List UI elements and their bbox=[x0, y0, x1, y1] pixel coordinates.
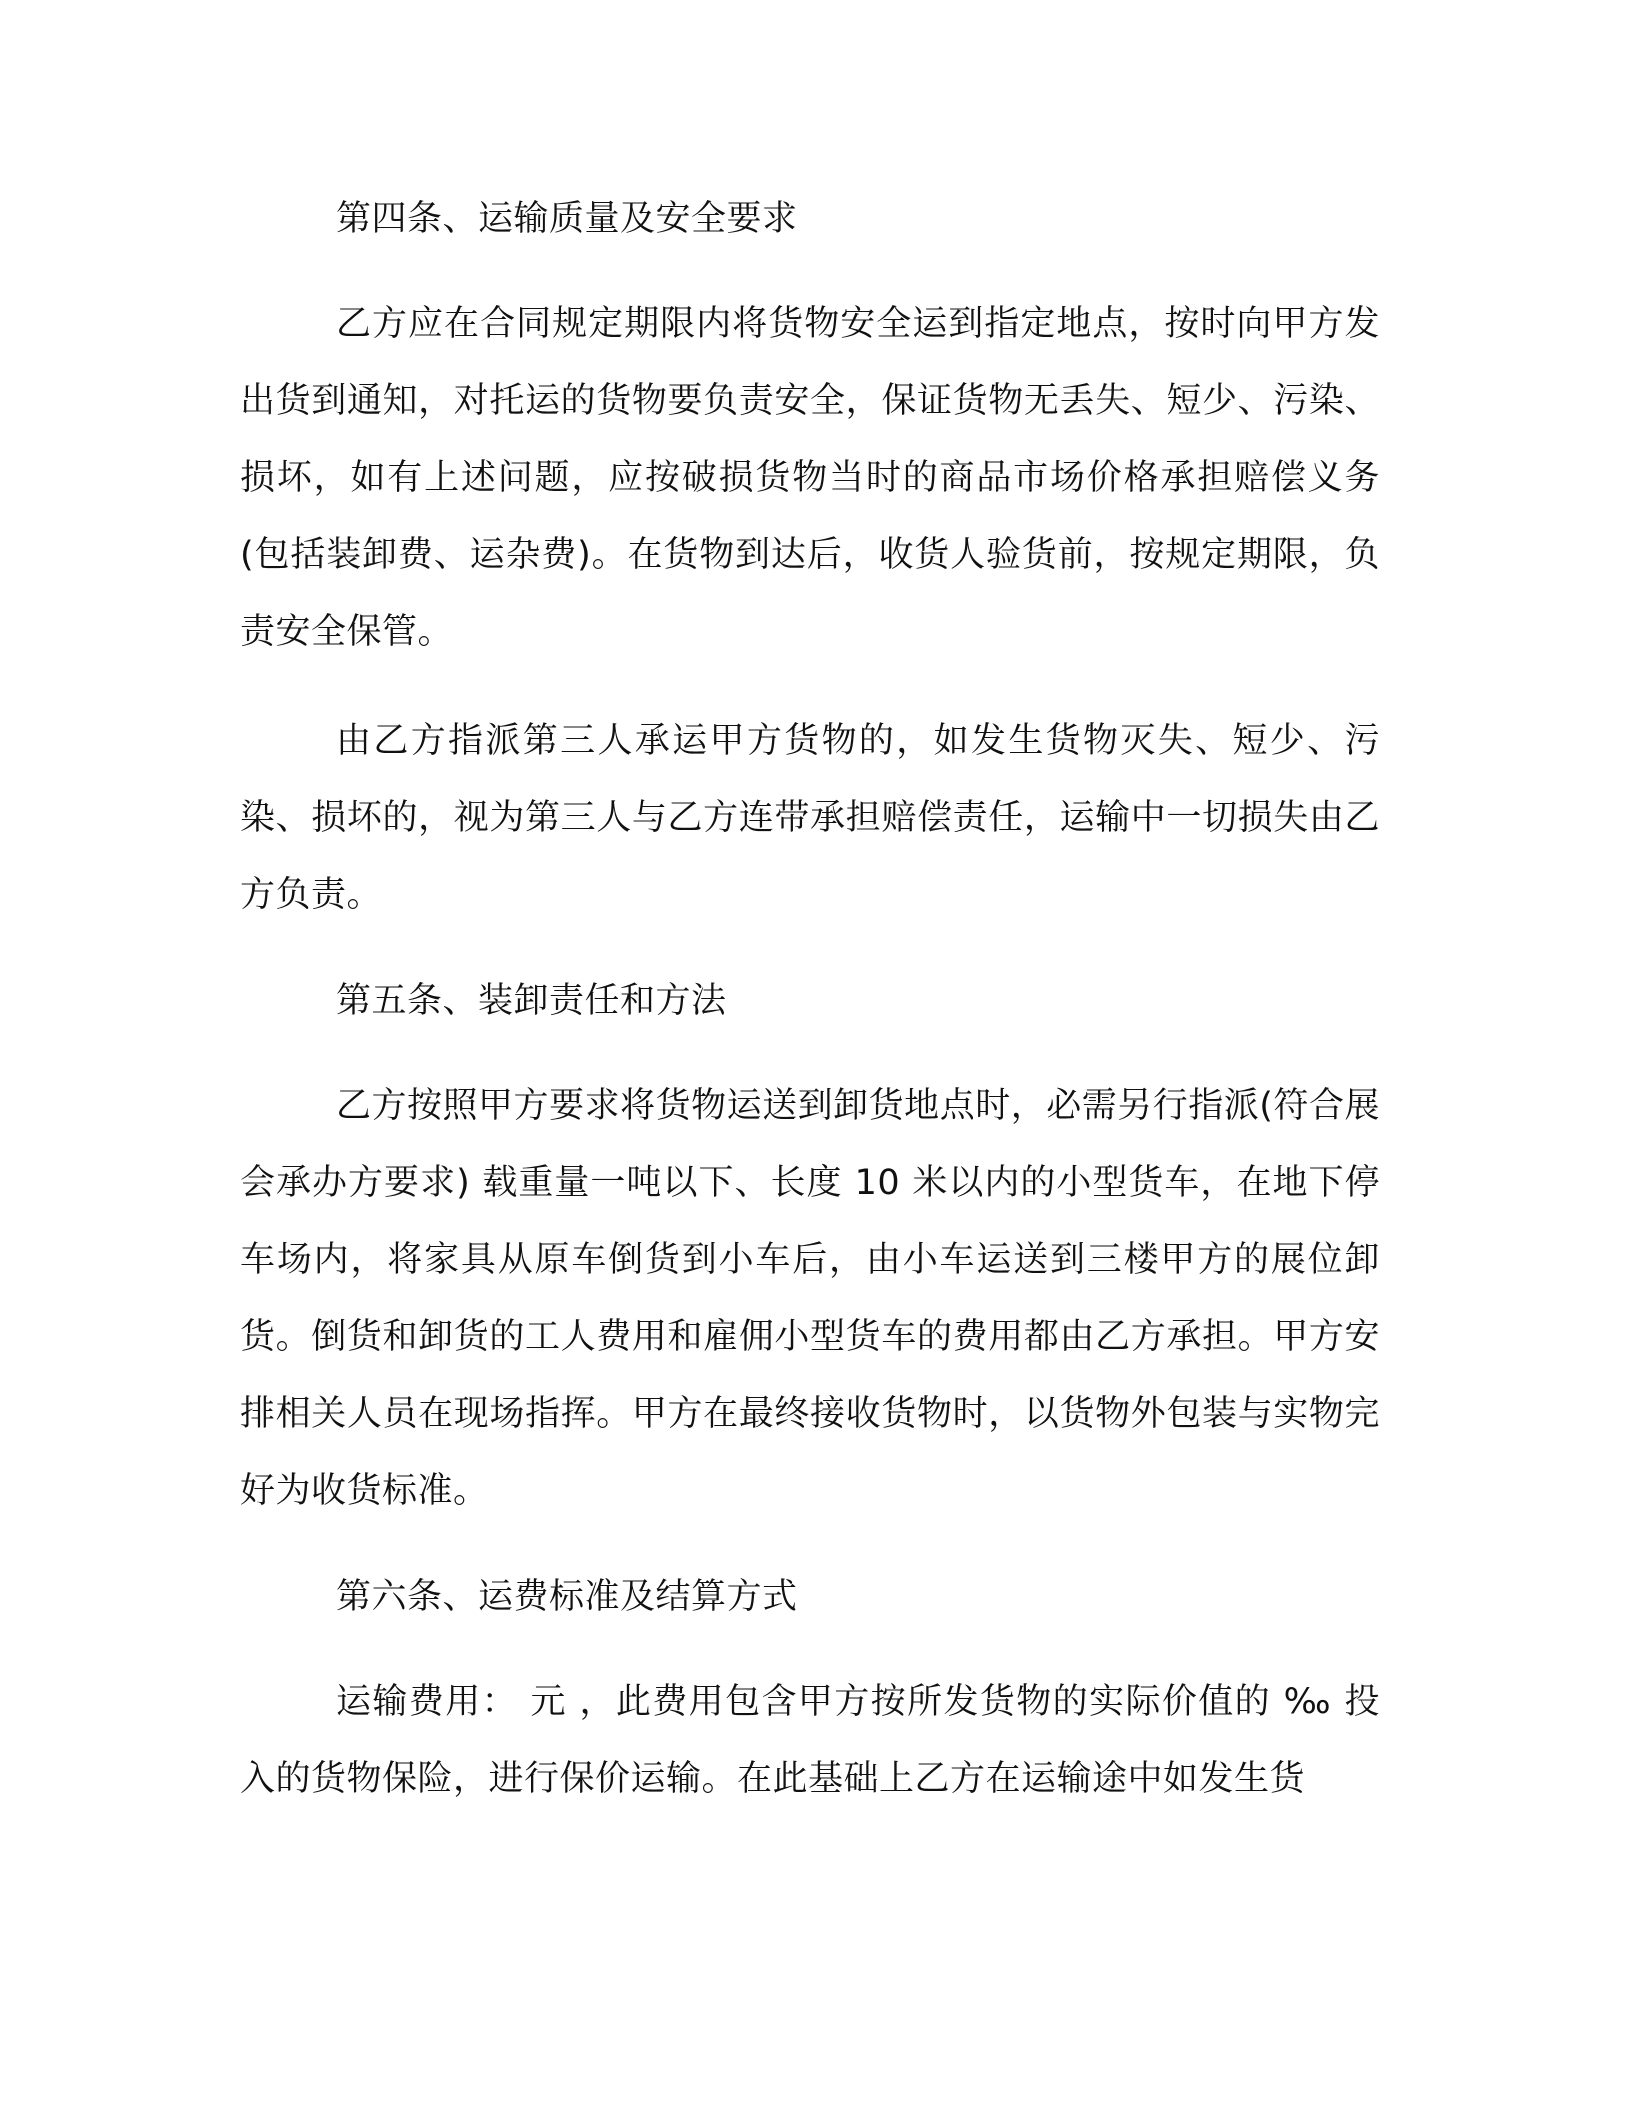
document-body bbox=[240, 184, 1380, 1850]
section-heading-article-4: 第四条、运输质量及安全要求 bbox=[336, 199, 798, 239]
paragraph-article-4-2: 由乙方指派第三人承运甲方货物的，如发生货物灭失、短少、污染、损坏的，视为第三人与乙方连带承担赔偿责任，运输中一切损失由乙方负责。 bbox=[240, 721, 1380, 915]
paragraph-article-6-1: 运输费用： 元 ，此费用包含甲方按所发货物的实际价值的 ‰ 投入的货物保险，进行保价运输。在此基础上乙方在运输途中如发生货 bbox=[240, 1682, 1380, 1799]
section-heading-article-5: 第五条、装卸责任和方法 bbox=[336, 981, 727, 1021]
paragraph-article-5-1: 乙方按照甲方要求将货物运送到卸货地点时，必需另行指派(符合展会承办方要求) 载重量一吨以下、长度 10 米以内的小型货车，在地下停车场内，将家具从原车倒货到小车后，由小车运送到三楼甲方的展位卸货。倒货和卸货的工人费用和雇佣小型货车的费用都由乙方承担。甲方安排相关人员在现场指挥。甲方在最终接收货物时，以货物外包装与实物完好为收货标准。 bbox=[240, 1086, 1380, 1511]
paragraph-article-4-1: 乙方应在合同规定期限内将货物安全运到指定地点，按时向甲方发出货到通知，对托运的货物要负责安全，保证货物无丢失、短少、污染、损坏，如有上述问题，应按破损货物当时的商品市场价格承担赔偿义务(包括装卸费、运杂费)。在货物到达后，收货人验货前，按规定期限，负责安全保管。 bbox=[240, 304, 1380, 652]
section-heading-article-6: 第六条、运费标准及结算方式 bbox=[336, 1577, 798, 1617]
